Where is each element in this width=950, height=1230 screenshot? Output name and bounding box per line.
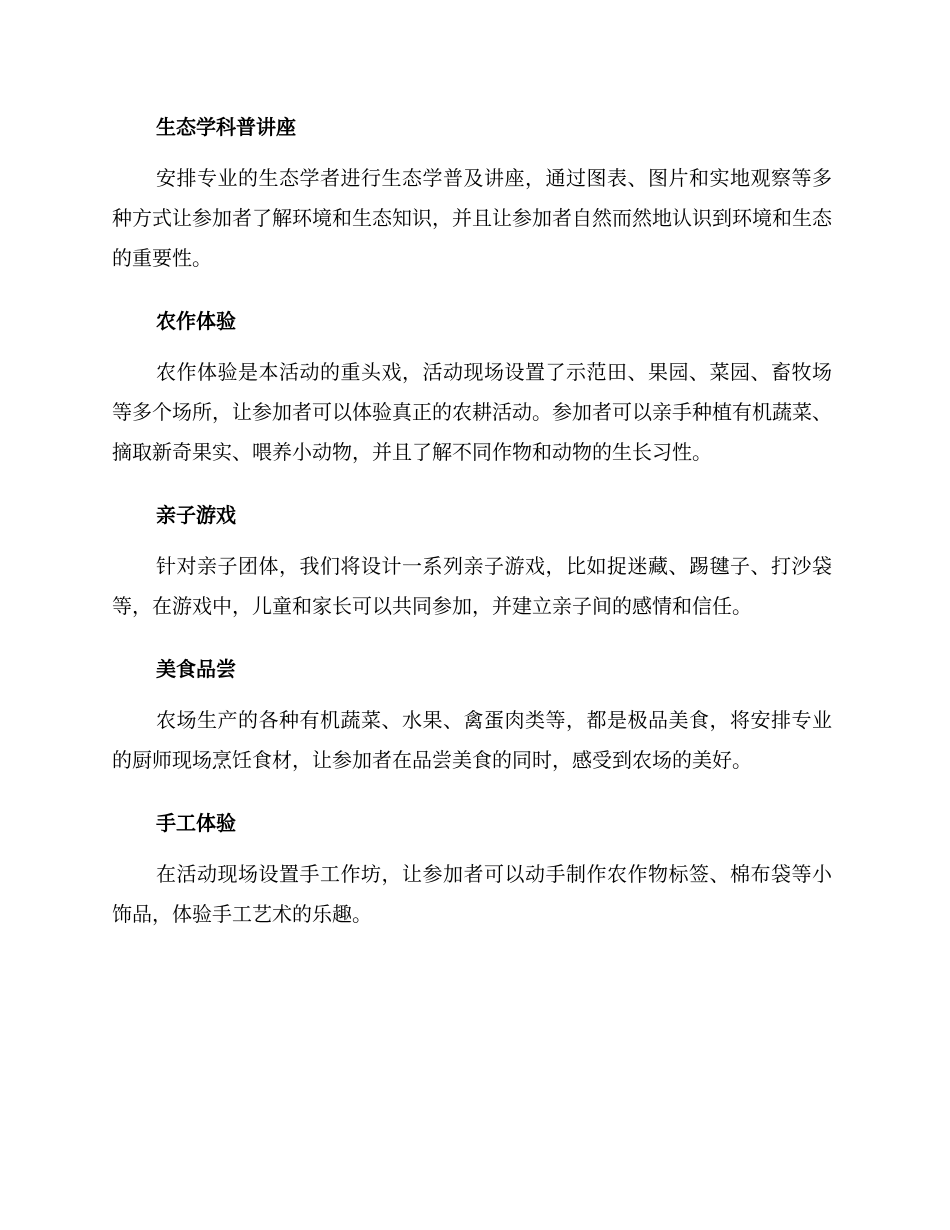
- section-title: 农作体验: [156, 309, 236, 333]
- section-body: 安排专业的生态学者进行生态学普及讲座，通过图表、图片和实地观察等多种方式让参加者了解环境和生态知识，并且让参加者自然而然地认识到环境和生态的重要性。: [112, 166, 832, 270]
- section-body: 针对亲子团体，我们将设计一系列亲子游戏，比如捉迷藏、踢毽子、打沙袋等，在游戏中，儿童和家长可以共同参加，并建立亲子间的感情和信任。: [112, 554, 832, 618]
- section-title: 生态学科普讲座: [156, 115, 296, 139]
- section-farming-experience: [112, 306, 832, 472]
- section-title: 亲子游戏: [156, 503, 236, 527]
- section-body: 农作体验是本活动的重头戏，活动现场设置了示范田、果园、菜园、畜牧场等多个场所，让参加者可以体验真正的农耕活动。参加者可以亲手种植有机蔬菜、摘取新奇果实、喂养小动物，并且了解不同作物和动物的生长习性。: [112, 360, 832, 464]
- section-title: 美食品尝: [156, 657, 236, 681]
- section-handicraft-experience: [112, 808, 832, 934]
- section-food-tasting: [112, 654, 832, 780]
- section-parent-child-games: [112, 500, 832, 626]
- section-title: 手工体验: [156, 811, 236, 835]
- section-body: 在活动现场设置手工作坊，让参加者可以动手制作农作物标签、棉布袋等小饰品，体验手工艺术的乐趣。: [112, 862, 832, 926]
- section-body: 农场生产的各种有机蔬菜、水果、禽蛋肉类等，都是极品美食，将安排专业的厨师现场烹饪食材，让参加者在品尝美食的同时，感受到农场的美好。: [112, 708, 832, 772]
- section-ecology-lecture: [112, 112, 832, 278]
